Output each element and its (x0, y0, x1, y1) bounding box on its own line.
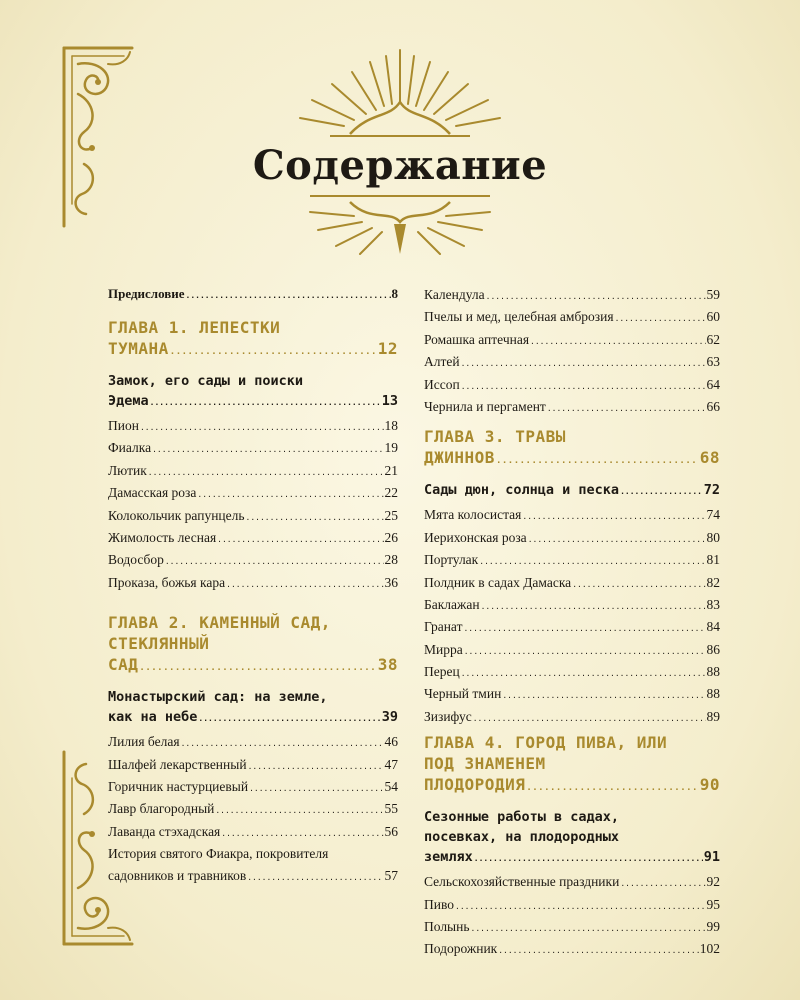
toc-label: Гранат (424, 619, 463, 635)
toc-page: 62 (706, 331, 720, 347)
section-title-line: посевках, на плодородных (424, 829, 620, 846)
toc-label: Жимолость лесная (108, 529, 217, 545)
leader-dots (496, 451, 699, 472)
toc-page: 56 (384, 823, 398, 839)
toc-chapter-2[interactable] (108, 612, 398, 679)
toc-chapter-3[interactable] (424, 426, 720, 472)
chapter-title-line: ГЛАВА 1. ЛЕПЕСТКИ (108, 318, 281, 337)
toc-page: 21 (384, 462, 398, 478)
toc-item[interactable] (108, 549, 398, 571)
toc-page: 90 (699, 775, 720, 795)
leader-dots (615, 308, 706, 330)
toc-label: Иссоп (424, 376, 460, 392)
leader-dots (249, 778, 383, 800)
toc-page: 39 (381, 709, 398, 726)
toc-label-line: садовников и травников (108, 868, 247, 884)
leader-dots (226, 574, 383, 596)
chapter-title-line: ТУМАНА (108, 339, 169, 358)
leader-dots (140, 417, 384, 439)
leader-dots (170, 342, 377, 363)
toc-page: 95 (706, 896, 720, 912)
leader-dots (186, 285, 391, 307)
corner-flourish-top-left (58, 44, 136, 230)
toc-item[interactable] (108, 572, 398, 594)
toc-item[interactable] (424, 661, 720, 683)
toc-label: Полынь (424, 919, 470, 935)
toc-chapter-4[interactable] (424, 732, 720, 799)
toc-item[interactable] (424, 639, 720, 661)
toc-page: 25 (384, 507, 398, 523)
chapter-title-line: ГЛАВА 3. ТРАВЫ (424, 427, 566, 447)
toc-label: Мята колосистая (424, 507, 522, 523)
toc-item[interactable] (108, 843, 398, 890)
section-title-line: Сады дюн, солнца и песка (424, 482, 620, 499)
toc-page: 66 (706, 398, 720, 414)
leader-dots (547, 398, 706, 420)
toc-items-list (424, 504, 720, 728)
chapter-title-line: ДЖИННОВ (424, 448, 495, 468)
leader-dots (522, 506, 705, 528)
leader-dots (481, 596, 706, 618)
toc-item[interactable] (108, 798, 398, 820)
toc-page: 63 (706, 354, 720, 370)
leader-dots (463, 618, 705, 640)
toc-page: 60 (706, 309, 720, 325)
leader-dots (498, 940, 699, 962)
toc-label: Подорожник (424, 941, 498, 957)
toc-item[interactable] (108, 821, 398, 843)
toc-page: 81 (706, 552, 720, 568)
chapter-title-line: ГЛАВА 2. КАМЕННЫЙ САД, (108, 613, 331, 633)
toc-label: Проказа, божья кара (108, 574, 226, 590)
toc-item[interactable] (424, 549, 720, 571)
toc-label: Ромашка аптечная (424, 331, 530, 347)
leader-dots (461, 353, 706, 375)
toc-page: 80 (706, 529, 720, 545)
toc-label-line: История святого Фиакра, покровителя (108, 846, 329, 862)
leader-dots (246, 507, 384, 529)
page-title: Содержание (252, 142, 548, 189)
chapter-title-line: САД (108, 655, 139, 675)
toc-label: Фиалка (108, 440, 152, 456)
toc-item[interactable] (108, 527, 398, 549)
toc-page: 47 (384, 756, 398, 772)
toc-label: Календула (424, 287, 485, 302)
leader-dots (165, 551, 384, 573)
leader-dots (198, 709, 380, 729)
leader-dots (217, 529, 383, 551)
leader-dots (455, 896, 705, 918)
sunburst-bottom (290, 192, 510, 258)
toc-label: Портулак (424, 552, 479, 568)
toc-label: Зизифус (424, 708, 472, 724)
toc-page: 38 (377, 655, 398, 675)
toc-page: 99 (706, 919, 720, 935)
toc-label: Горичник настурциевый (108, 778, 249, 794)
toc-page: 26 (384, 529, 398, 545)
toc-page: 83 (706, 596, 720, 612)
toc-item[interactable] (424, 329, 720, 351)
toc-page: 91 (703, 849, 720, 866)
toc-item[interactable] (424, 916, 720, 938)
toc-page: 22 (384, 485, 398, 501)
leader-dots (248, 756, 384, 778)
leader-dots (473, 708, 706, 730)
toc-label: Предисловие (108, 286, 185, 301)
toc-label: Полдник в садах Дамаска (424, 574, 572, 590)
toc-item[interactable] (424, 594, 720, 616)
leader-dots (620, 873, 705, 895)
toc-label: Иерихонская роза (424, 529, 527, 545)
leader-dots (150, 393, 381, 413)
leader-dots (471, 918, 706, 940)
toc-item[interactable] (108, 437, 398, 459)
toc-page: 88 (706, 686, 720, 702)
toc-item[interactable] (424, 284, 720, 306)
toc-item[interactable] (424, 616, 720, 638)
section-title-line: землях (424, 849, 473, 866)
leader-dots (502, 685, 705, 707)
toc-page: 92 (706, 874, 720, 890)
toc-preface[interactable] (108, 283, 398, 305)
toc-label: Лютик (108, 462, 147, 478)
toc-right-column (424, 284, 720, 961)
toc-label: Шалфей лекарственный (108, 756, 247, 772)
toc-label: Черный тмин (424, 686, 502, 702)
toc-chapter-1[interactable] (108, 317, 398, 363)
toc-page: 86 (706, 641, 720, 657)
toc-page: 72 (703, 482, 720, 499)
toc-label: Водосбор (108, 552, 164, 568)
chapter-title-line: ПОД ЗНАМЕНЕМ (424, 754, 546, 774)
section-title-line: Эдема (108, 393, 149, 409)
toc-page: 36 (384, 574, 398, 590)
toc-label: Баклажан (424, 596, 480, 612)
section-title-line: Замок, его сады и поиски (108, 373, 304, 389)
leader-dots (139, 658, 376, 679)
toc-label: Пиво (424, 896, 455, 912)
toc-page: 89 (706, 708, 720, 724)
toc-items-list (424, 284, 720, 418)
toc-page: 74 (706, 507, 720, 523)
toc-label: Алтей (424, 354, 460, 370)
toc-page: 55 (384, 801, 398, 817)
chapter-title-line: ГЛАВА 4. ГОРОД ПИВА, ИЛИ (424, 733, 668, 753)
toc-item[interactable] (424, 938, 720, 960)
toc-item[interactable] (424, 504, 720, 526)
section-title-line: как на небе (108, 709, 198, 726)
toc-item[interactable] (424, 396, 720, 418)
toc-item[interactable] (108, 776, 398, 798)
toc-item[interactable] (108, 415, 398, 437)
leader-dots (464, 641, 706, 663)
toc-label: Лилия белая (108, 734, 180, 750)
toc-label: Дамасская роза (108, 485, 197, 501)
toc-page: 68 (699, 448, 720, 468)
toc-item[interactable] (424, 871, 720, 893)
toc-section-4[interactable] (424, 807, 720, 869)
leader-dots (197, 484, 383, 506)
toc-item[interactable] (108, 505, 398, 527)
leader-dots (620, 482, 703, 502)
toc-section-1[interactable] (108, 371, 398, 413)
toc-label: Перец (424, 664, 460, 680)
toc-label: Чернила и пергамент (424, 398, 546, 414)
toc-page: 102 (699, 941, 720, 957)
toc-page: 57 (384, 868, 398, 884)
toc-item[interactable] (424, 683, 720, 705)
leader-dots (215, 800, 383, 822)
toc-item[interactable] (424, 306, 720, 328)
leader-dots (461, 376, 706, 398)
toc-items-list (108, 415, 398, 594)
chapter-title-line: СТЕКЛЯННЫЙ (108, 634, 210, 654)
toc-item[interactable] (108, 731, 398, 753)
section-title-line: Сезонные работы в садах, (424, 809, 620, 826)
toc-page: 18 (384, 418, 398, 433)
toc-items-list (424, 871, 720, 961)
toc-item[interactable] (424, 894, 720, 916)
section-title-line: Монастырский сад: на земле, (108, 689, 328, 706)
leader-dots (479, 551, 705, 573)
toc-label: Мирра (424, 641, 463, 657)
toc-page: 54 (384, 778, 398, 794)
toc-section-2[interactable] (108, 687, 398, 729)
toc-page: 46 (384, 734, 398, 750)
toc-item[interactable] (424, 572, 720, 594)
leader-dots (247, 867, 383, 889)
leader-dots (148, 462, 384, 484)
toc-label: Пчелы и мед, целебная амброзия (424, 309, 614, 325)
toc-page: 19 (384, 440, 398, 456)
toc-item[interactable] (424, 706, 720, 728)
toc-items-list (108, 731, 398, 890)
toc-section-3[interactable] (424, 480, 720, 502)
leader-dots (461, 663, 706, 685)
leader-dots (152, 439, 383, 461)
toc-label: Лавр благородный (108, 801, 215, 817)
toc-item[interactable] (424, 351, 720, 373)
leader-dots (528, 529, 706, 551)
leader-dots (572, 574, 705, 596)
toc-item[interactable] (108, 460, 398, 482)
toc-page: 13 (381, 393, 398, 409)
toc-item[interactable] (108, 482, 398, 504)
toc-left-column (108, 283, 398, 890)
chapter-title-line: ПЛОДОРОДИЯ (424, 775, 526, 795)
toc-page: 82 (706, 574, 720, 590)
toc-label: Лаванда стэхадская (108, 823, 221, 839)
toc-page: 84 (706, 619, 720, 635)
toc-page: 8 (391, 286, 398, 301)
toc-item[interactable] (424, 374, 720, 396)
toc-item[interactable] (424, 527, 720, 549)
leader-dots (530, 331, 705, 353)
toc-label: Пион (108, 418, 139, 433)
toc-label: Колокольчик рапунцель (108, 507, 245, 523)
leader-dots (221, 823, 383, 845)
sunburst-top (290, 42, 510, 142)
toc-page: 88 (706, 664, 720, 680)
leader-dots (181, 733, 384, 755)
toc-page: 28 (384, 552, 398, 568)
leader-dots (526, 778, 698, 799)
toc-item[interactable] (108, 754, 398, 776)
toc-page: 64 (706, 376, 720, 392)
leader-dots (474, 849, 703, 869)
toc-label: Сельскохозяйственные праздники (424, 874, 620, 890)
toc-page: 12 (377, 339, 398, 358)
leader-dots (486, 286, 706, 308)
toc-page: 59 (706, 287, 720, 302)
